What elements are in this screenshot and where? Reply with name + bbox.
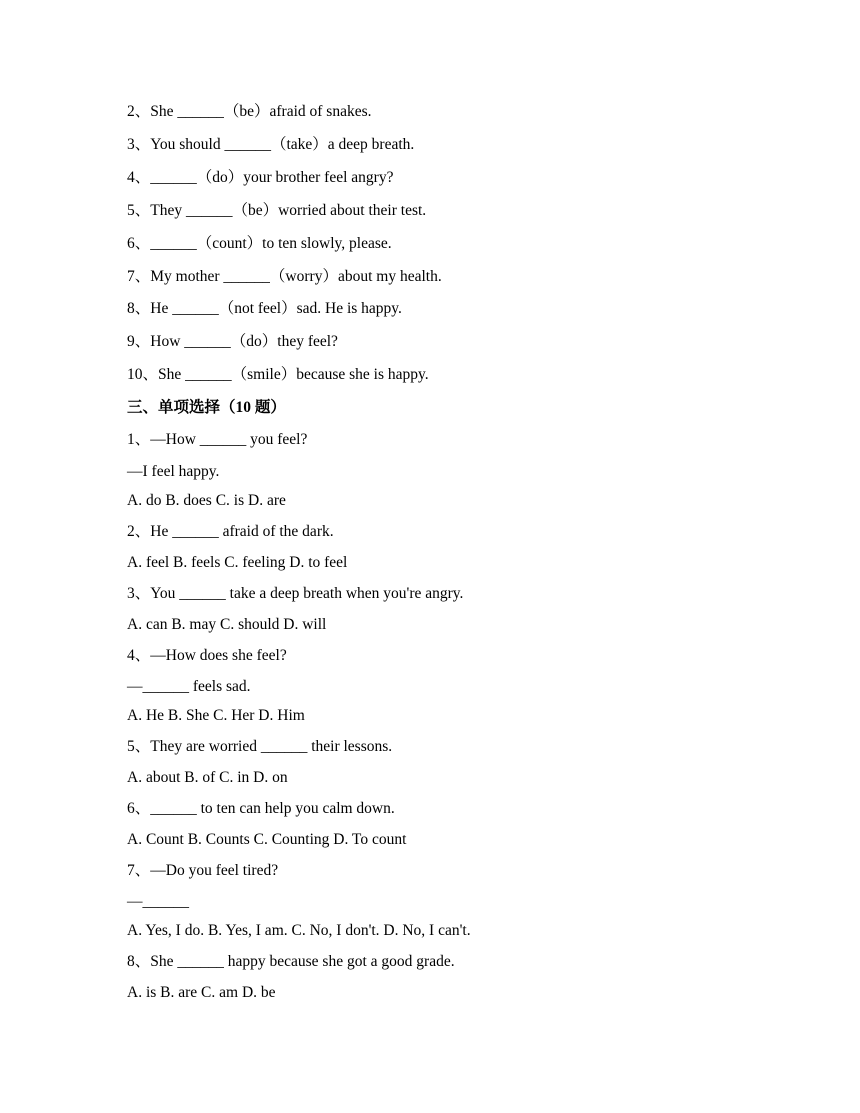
mc-q5-options: A. about B. of C. in D. on (127, 769, 288, 786)
fill-blank-item-4: 4、______（do）your brother feel angry? (127, 169, 394, 186)
fill-blank-item-5: 5、They ______（be）worried about their test. (127, 202, 427, 219)
mc-q1-stem: 1、—How ______ you feel? (127, 431, 308, 448)
fill-blank-item-10: 10、She ______（smile）because she is happy. (127, 366, 429, 383)
mc-q4-stem: 4、—How does she feel? (127, 647, 287, 664)
fill-blank-item-2: 2、She ______（be）afraid of snakes. (127, 103, 372, 120)
mc-q7-reply: —______ (127, 893, 189, 910)
mc-q1-reply: —I feel happy. (127, 463, 220, 480)
section-heading-multiple-choice: 三、单项选择（10 题） (127, 399, 286, 416)
mc-q8-options: A. is B. are C. am D. be (127, 984, 276, 1001)
mc-q8-stem: 8、She ______ happy because she got a good grade. (127, 953, 455, 970)
fill-blank-item-6: 6、______（count）to ten slowly, please. (127, 235, 392, 252)
mc-q2-stem: 2、He ______ afraid of the dark. (127, 523, 334, 540)
fill-blank-item-7: 7、My mother ______（worry）about my health. (127, 268, 442, 285)
fill-blank-item-9: 9、How ______（do）they feel? (127, 333, 338, 350)
mc-q5-stem: 5、They are worried ______ their lessons. (127, 738, 393, 755)
mc-q7-options: A. Yes, I do. B. Yes, I am. C. No, I don't. D. No, I can't. (127, 922, 471, 939)
mc-q4-options: A. He B. She C. Her D. Him (127, 707, 305, 724)
mc-q4-reply: —______ feels sad. (127, 678, 251, 695)
fill-blank-item-8: 8、He ______（not feel）sad. He is happy. (127, 300, 402, 317)
mc-q3-options: A. can B. may C. should D. will (127, 616, 327, 633)
mc-q6-stem: 6、______ to ten can help you calm down. (127, 800, 395, 817)
mc-q6-options: A. Count B. Counts C. Counting D. To count (127, 831, 407, 848)
mc-q2-options: A. feel B. feels C. feeling D. to feel (127, 554, 348, 571)
mc-q3-stem: 3、You ______ take a deep breath when you're angry. (127, 585, 464, 602)
mc-q1-options: A. do B. does C. is D. are (127, 492, 286, 509)
fill-blank-item-3: 3、You should ______（take）a deep breath. (127, 136, 415, 153)
mc-q7-stem: 7、—Do you feel tired? (127, 862, 279, 879)
